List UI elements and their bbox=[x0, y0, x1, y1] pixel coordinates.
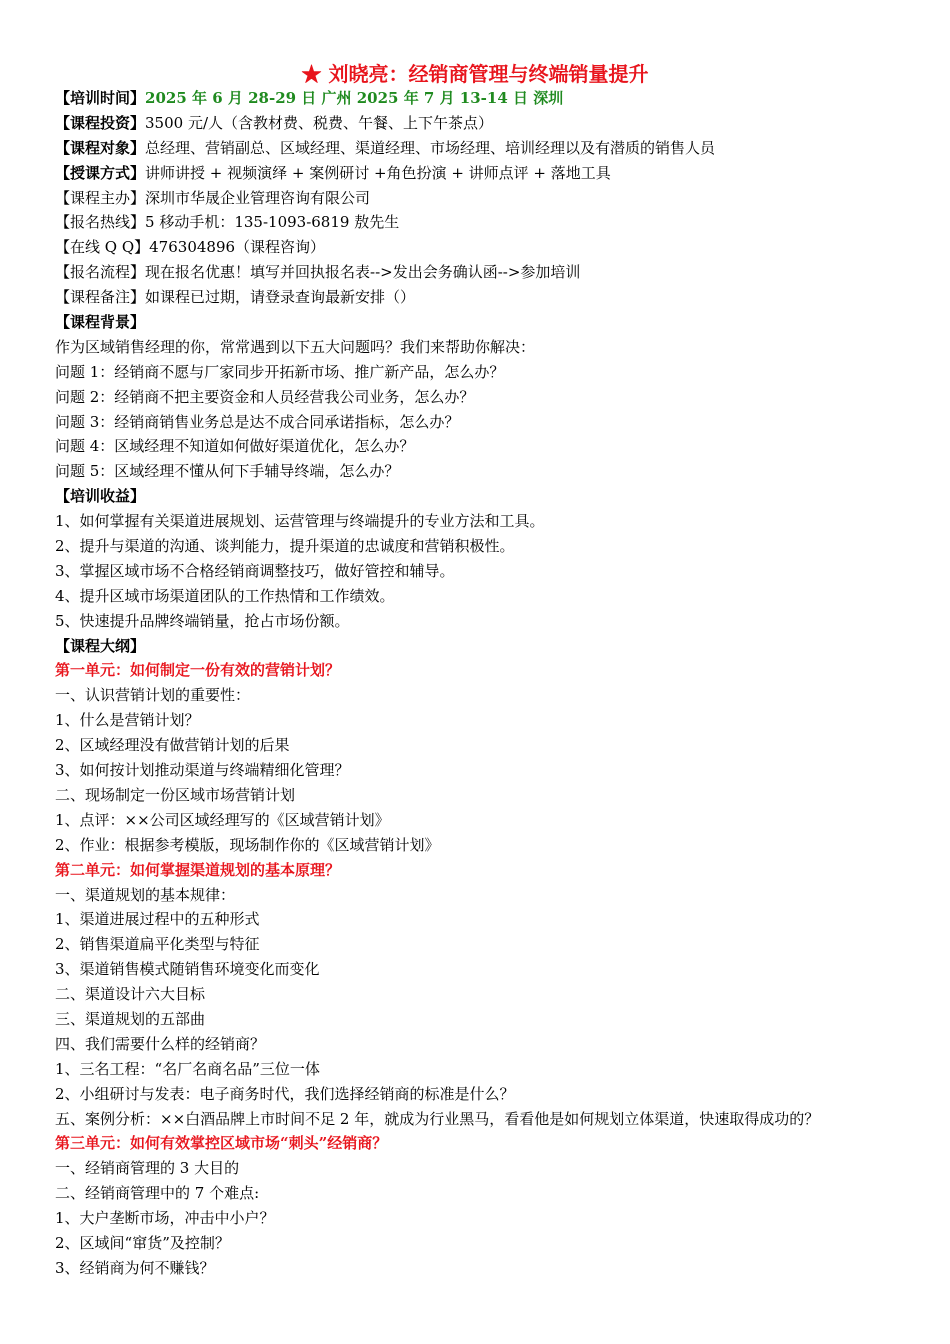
training-time-value: 2025 年 6 月 28-29 日 广州 2025 年 7 月 13-14 日 深圳 bbox=[145, 89, 564, 107]
outline-line: 1、渠道进展过程中的五种形式 bbox=[55, 910, 260, 929]
organizer-row bbox=[55, 186, 925, 211]
background-question: 问题 1：经销商不愿与厂家同步开拓新市场、推广新产品，怎么办？ bbox=[55, 362, 505, 381]
course-fee-row bbox=[55, 111, 925, 136]
outline-line: 二、渠道设计六大目标 bbox=[55, 985, 206, 1004]
outline-line: 1、什么是营销计划？ bbox=[55, 711, 200, 730]
qq-value: 476304896（课程咨询） bbox=[149, 238, 326, 257]
hotline-row bbox=[55, 210, 925, 235]
outline-line: 一、认识营销计划的重要性： bbox=[55, 686, 251, 705]
benefit-item: 5、快速提升品牌终端销量，抢占市场份额。 bbox=[55, 611, 350, 630]
outline-line: 2、区域间“窜货”及控制？ bbox=[55, 1233, 230, 1252]
note-row bbox=[55, 285, 925, 310]
background-question: 问题 5：区域经理不懂从何下手辅导终端，怎么办？ bbox=[55, 462, 400, 481]
benefit-item: 2、提升与渠道的沟通、谈判能力，提升渠道的忠诚度和营销积极性。 bbox=[55, 537, 515, 556]
organizer-value: 深圳市华晟企业管理咨询有限公司 bbox=[145, 188, 371, 207]
outline-line: 五、案例分析：××白酒品牌上市时间不足 2 年，就成为行业黑马，看看他是如何规划立体渠道，快速取得成功的？ bbox=[55, 1109, 820, 1128]
background-intro: 作为区域销售经理的你，常常遇到以下五大问题吗？我们来帮助你解决： bbox=[55, 337, 536, 356]
outline-heading: 【课程大纲】 bbox=[55, 636, 146, 655]
outline-line: 四、我们需要什么样的经销商？ bbox=[55, 1034, 266, 1053]
outline-line: 一、经销商管理的 3 大目的 bbox=[55, 1159, 240, 1178]
qq-row bbox=[55, 235, 925, 260]
outline-line: 一、渠道规划的基本规律： bbox=[55, 885, 236, 904]
process-value: 现在报名优惠！填写并回执报名表-->发出会务确认函-->参加培训 bbox=[145, 263, 581, 282]
background-question: 问题 4：区域经理不知道如何做好渠道优化，怎么办？ bbox=[55, 437, 415, 456]
course-fee-label: 【课程投资】 bbox=[55, 113, 146, 132]
hotline-value: 5 移动手机：135-1093-6819 敖先生 bbox=[145, 213, 400, 232]
training-time-label: 【培训时间】 bbox=[55, 89, 146, 107]
outline-line: 3、经销商为何不赚钱？ bbox=[55, 1258, 215, 1277]
course-audience-value: 总经理、营销副总、区域经理、渠道经理、市场经理、培训经理以及有潜质的销售人员 bbox=[145, 138, 716, 157]
outline-line: 3、如何按计划推动渠道与终端精细化管理？ bbox=[55, 761, 350, 780]
teaching-method-row bbox=[55, 161, 925, 186]
background-question: 问题 3：经销商销售业务总是达不成合同承诺指标，怎么办？ bbox=[55, 412, 460, 431]
course-audience-label: 【课程对象】 bbox=[55, 138, 146, 157]
outline-line: 3、渠道销售模式随销售环境变化而变化 bbox=[55, 960, 320, 979]
outline-line: 1、大户垄断市场，冲击中小户？ bbox=[55, 1209, 275, 1228]
unit1-title: 第一单元：如何制定一份有效的营销计划？ bbox=[55, 661, 341, 680]
process-row bbox=[55, 260, 925, 285]
outline-line: 2、小组研讨与发表：电子商务时代，我们选择经销商的标准是什么？ bbox=[55, 1084, 515, 1103]
outline-line: 1、三名工程：“名厂名商名品”三位一体 bbox=[55, 1059, 320, 1078]
hotline-label: 【报名热线】 bbox=[55, 213, 146, 232]
background-heading: 【课程背景】 bbox=[55, 313, 146, 332]
document-title: ★ 刘晓亮：经销商管理与终端销量提升 bbox=[301, 62, 649, 86]
outline-line: 二、经销商管理中的 7 个难点: bbox=[55, 1184, 260, 1203]
outline-line: 2、作业：根据参考模版，现场制作你的《区域营销计划》 bbox=[55, 835, 440, 854]
benefit-item: 1、如何掌握有关渠道进展规划、运营管理与终端提升的专业方法和工具。 bbox=[55, 512, 545, 531]
outline-line: 2、区域经理没有做营销计划的后果 bbox=[55, 736, 290, 755]
unit2-title: 第二单元：如何掌握渠道规划的基本原理？ bbox=[55, 860, 341, 879]
benefit-item: 4、提升区域市场渠道团队的工作热情和工作绩效。 bbox=[55, 586, 395, 605]
background-question: 问题 2：经销商不把主要资金和人员经营我公司业务，怎么办？ bbox=[55, 387, 475, 406]
course-fee-value: 3500 元/人（含教材费、税费、午餐、上下午茶点） bbox=[145, 113, 494, 132]
organizer-label: 【课程主办】 bbox=[55, 188, 146, 207]
document-body bbox=[55, 86, 925, 1281]
teaching-method-value: 讲师讲授 + 视频演绎 + 案例研讨 +角色扮演 + 讲师点评 + 落地工具 bbox=[145, 163, 611, 182]
teaching-method-label: 【授课方式】 bbox=[55, 163, 146, 182]
outline-line: 1、点评：××公司区域经理写的《区域营销计划》 bbox=[55, 810, 390, 829]
unit3-title: 第三单元：如何有效掌控区域市场“刺头”经销商？ bbox=[55, 1134, 388, 1153]
process-label: 【报名流程】 bbox=[55, 263, 146, 282]
outline-line: 2、销售渠道扁平化类型与特征 bbox=[55, 935, 260, 954]
training-time-row bbox=[55, 86, 925, 111]
note-value: 如课程已过期，请登录查询最新安排（） bbox=[145, 288, 416, 307]
benefit-item: 3、掌握区域市场不合格经销商调整技巧，做好管控和辅导。 bbox=[55, 561, 455, 580]
course-audience-row bbox=[55, 136, 925, 161]
benefits-heading: 【培训收益】 bbox=[55, 487, 146, 506]
note-label: 【课程备注】 bbox=[55, 288, 146, 307]
outline-line: 三、渠道规划的五部曲 bbox=[55, 1009, 206, 1028]
qq-label: 【在线 Q Q】 bbox=[55, 238, 150, 257]
outline-line: 二、现场制定一份区域市场营销计划 bbox=[55, 785, 296, 804]
